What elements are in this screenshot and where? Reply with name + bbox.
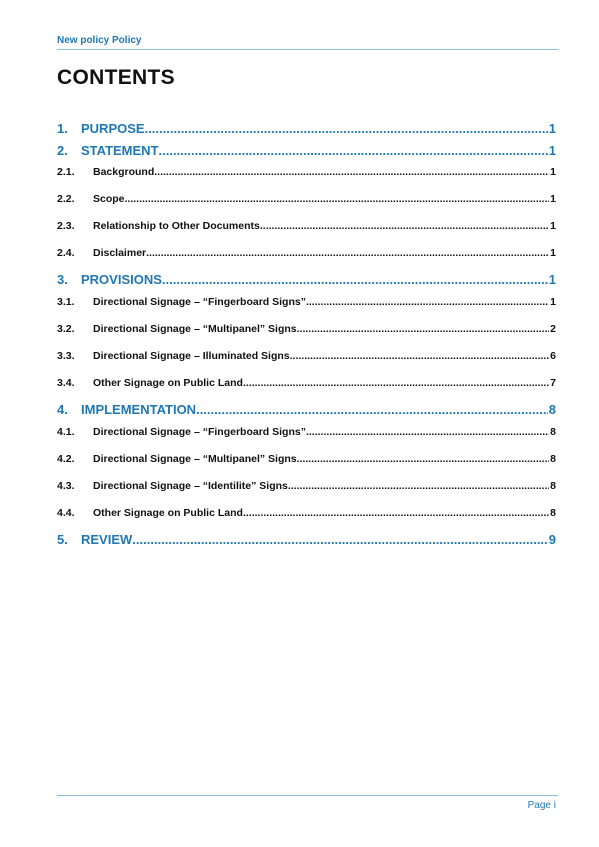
- toc-page-number: 8: [550, 507, 556, 519]
- toc-page-number: 1: [548, 121, 556, 136]
- toc-number: 2.4.: [57, 247, 75, 259]
- toc-page-number: 8: [550, 480, 556, 492]
- toc-number: 4.3.: [57, 480, 75, 492]
- toc-entry-provisions[interactable]: [57, 272, 556, 287]
- toc-number: 2.1.: [57, 166, 75, 178]
- toc-page-number: 7: [550, 377, 556, 389]
- toc-label: Relationship to Other Documents: [93, 220, 260, 232]
- toc-number: 3.: [57, 272, 68, 287]
- toc-label: Disclaimer: [93, 247, 147, 259]
- toc-page-number: 8: [550, 426, 556, 438]
- dot-leader: [146, 247, 549, 259]
- toc-entry-provisions-fingerboard[interactable]: [57, 296, 556, 308]
- toc-page-number: 1: [548, 143, 556, 158]
- dot-leader: [260, 220, 549, 232]
- toc-page-number: 1: [550, 166, 556, 178]
- dot-leader: [125, 193, 550, 205]
- toc-label: PURPOSE: [81, 121, 145, 136]
- toc-label: Directional Signage – “Fingerboard Signs”: [93, 296, 306, 308]
- toc-label: Scope: [93, 193, 125, 205]
- dot-leader: [290, 350, 550, 362]
- toc-entry-implementation-fingerboard[interactable]: [57, 426, 556, 438]
- toc-entry-statement[interactable]: [57, 143, 556, 158]
- toc-page-number: 1: [550, 247, 556, 259]
- toc-entry-review[interactable]: [57, 532, 556, 547]
- dot-leader: [159, 143, 548, 158]
- toc-entry-provisions-illuminated[interactable]: [57, 350, 556, 362]
- dot-leader: [243, 377, 549, 389]
- dot-leader: [297, 323, 550, 335]
- toc-label: Directional Signage – “Multipanel” Signs: [93, 453, 297, 465]
- toc-number: 5.: [57, 532, 68, 547]
- toc-entry-implementation-identilite[interactable]: [57, 480, 556, 492]
- toc-page-number: 1: [550, 296, 556, 308]
- footer-divider: [57, 795, 558, 796]
- dot-leader: [297, 453, 550, 465]
- toc-number: 3.3.: [57, 350, 75, 362]
- running-header-title: New policy Policy: [57, 35, 142, 46]
- toc-page-number: 1: [548, 272, 556, 287]
- toc-entry-scope[interactable]: [57, 193, 556, 205]
- footer-page-number: Page i: [527, 800, 556, 811]
- dot-leader: [306, 426, 549, 438]
- toc-number: 2.3.: [57, 220, 75, 232]
- header-divider: [57, 49, 558, 50]
- dot-leader: [196, 402, 548, 417]
- toc-label: Background: [93, 166, 155, 178]
- toc-entry-provisions-multipanel[interactable]: [57, 323, 556, 335]
- toc-entry-implementation-multipanel[interactable]: [57, 453, 556, 465]
- toc-number: 3.2.: [57, 323, 75, 335]
- dot-leader: [145, 121, 548, 136]
- toc-label: Directional Signage – “Multipanel” Signs: [93, 323, 297, 335]
- toc-entry-implementation[interactable]: [57, 402, 556, 417]
- toc-label: STATEMENT: [81, 143, 159, 158]
- toc-number: 1.: [57, 121, 68, 136]
- toc-label: IMPLEMENTATION: [81, 402, 197, 417]
- dot-leader: [243, 507, 549, 519]
- toc-number: 3.1.: [57, 296, 75, 308]
- toc-entry-implementation-other-signage[interactable]: [57, 507, 556, 519]
- dot-leader: [154, 166, 549, 178]
- toc-number: 2.: [57, 143, 68, 158]
- toc-number: 4.2.: [57, 453, 75, 465]
- toc-page-number: 1: [550, 193, 556, 205]
- toc-label: Other Signage on Public Land: [93, 377, 243, 389]
- dot-leader: [306, 296, 549, 308]
- toc-label: Other Signage on Public Land: [93, 507, 243, 519]
- toc-number: 3.4.: [57, 377, 75, 389]
- toc-entry-provisions-other-signage[interactable]: [57, 377, 556, 389]
- toc-label: PROVISIONS: [81, 272, 162, 287]
- toc-number: 2.2.: [57, 193, 75, 205]
- dot-leader: [288, 480, 549, 492]
- toc-page-number: 9: [548, 532, 556, 547]
- dot-leader: [132, 532, 547, 547]
- toc-page-number: 6: [550, 350, 556, 362]
- toc-page-number: 1: [550, 220, 556, 232]
- contents-heading: CONTENTS: [57, 66, 175, 89]
- toc-number: 4.: [57, 402, 68, 417]
- dot-leader: [162, 272, 548, 287]
- toc-label: Directional Signage – Illuminated Signs: [93, 350, 290, 362]
- toc-number: 4.1.: [57, 426, 75, 438]
- toc-label: REVIEW: [81, 532, 133, 547]
- toc-entry-relationship[interactable]: [57, 220, 556, 232]
- toc-entry-disclaimer[interactable]: [57, 247, 556, 259]
- toc-label: Directional Signage – “Identilite” Signs: [93, 480, 288, 492]
- toc-number: 4.4.: [57, 507, 75, 519]
- toc-entry-purpose[interactable]: [57, 121, 556, 136]
- toc-entry-background[interactable]: [57, 166, 556, 178]
- toc-page-number: 8: [548, 402, 556, 417]
- toc-page-number: 2: [550, 323, 556, 335]
- toc-label: Directional Signage – “Fingerboard Signs”: [93, 426, 306, 438]
- toc-page-number: 8: [550, 453, 556, 465]
